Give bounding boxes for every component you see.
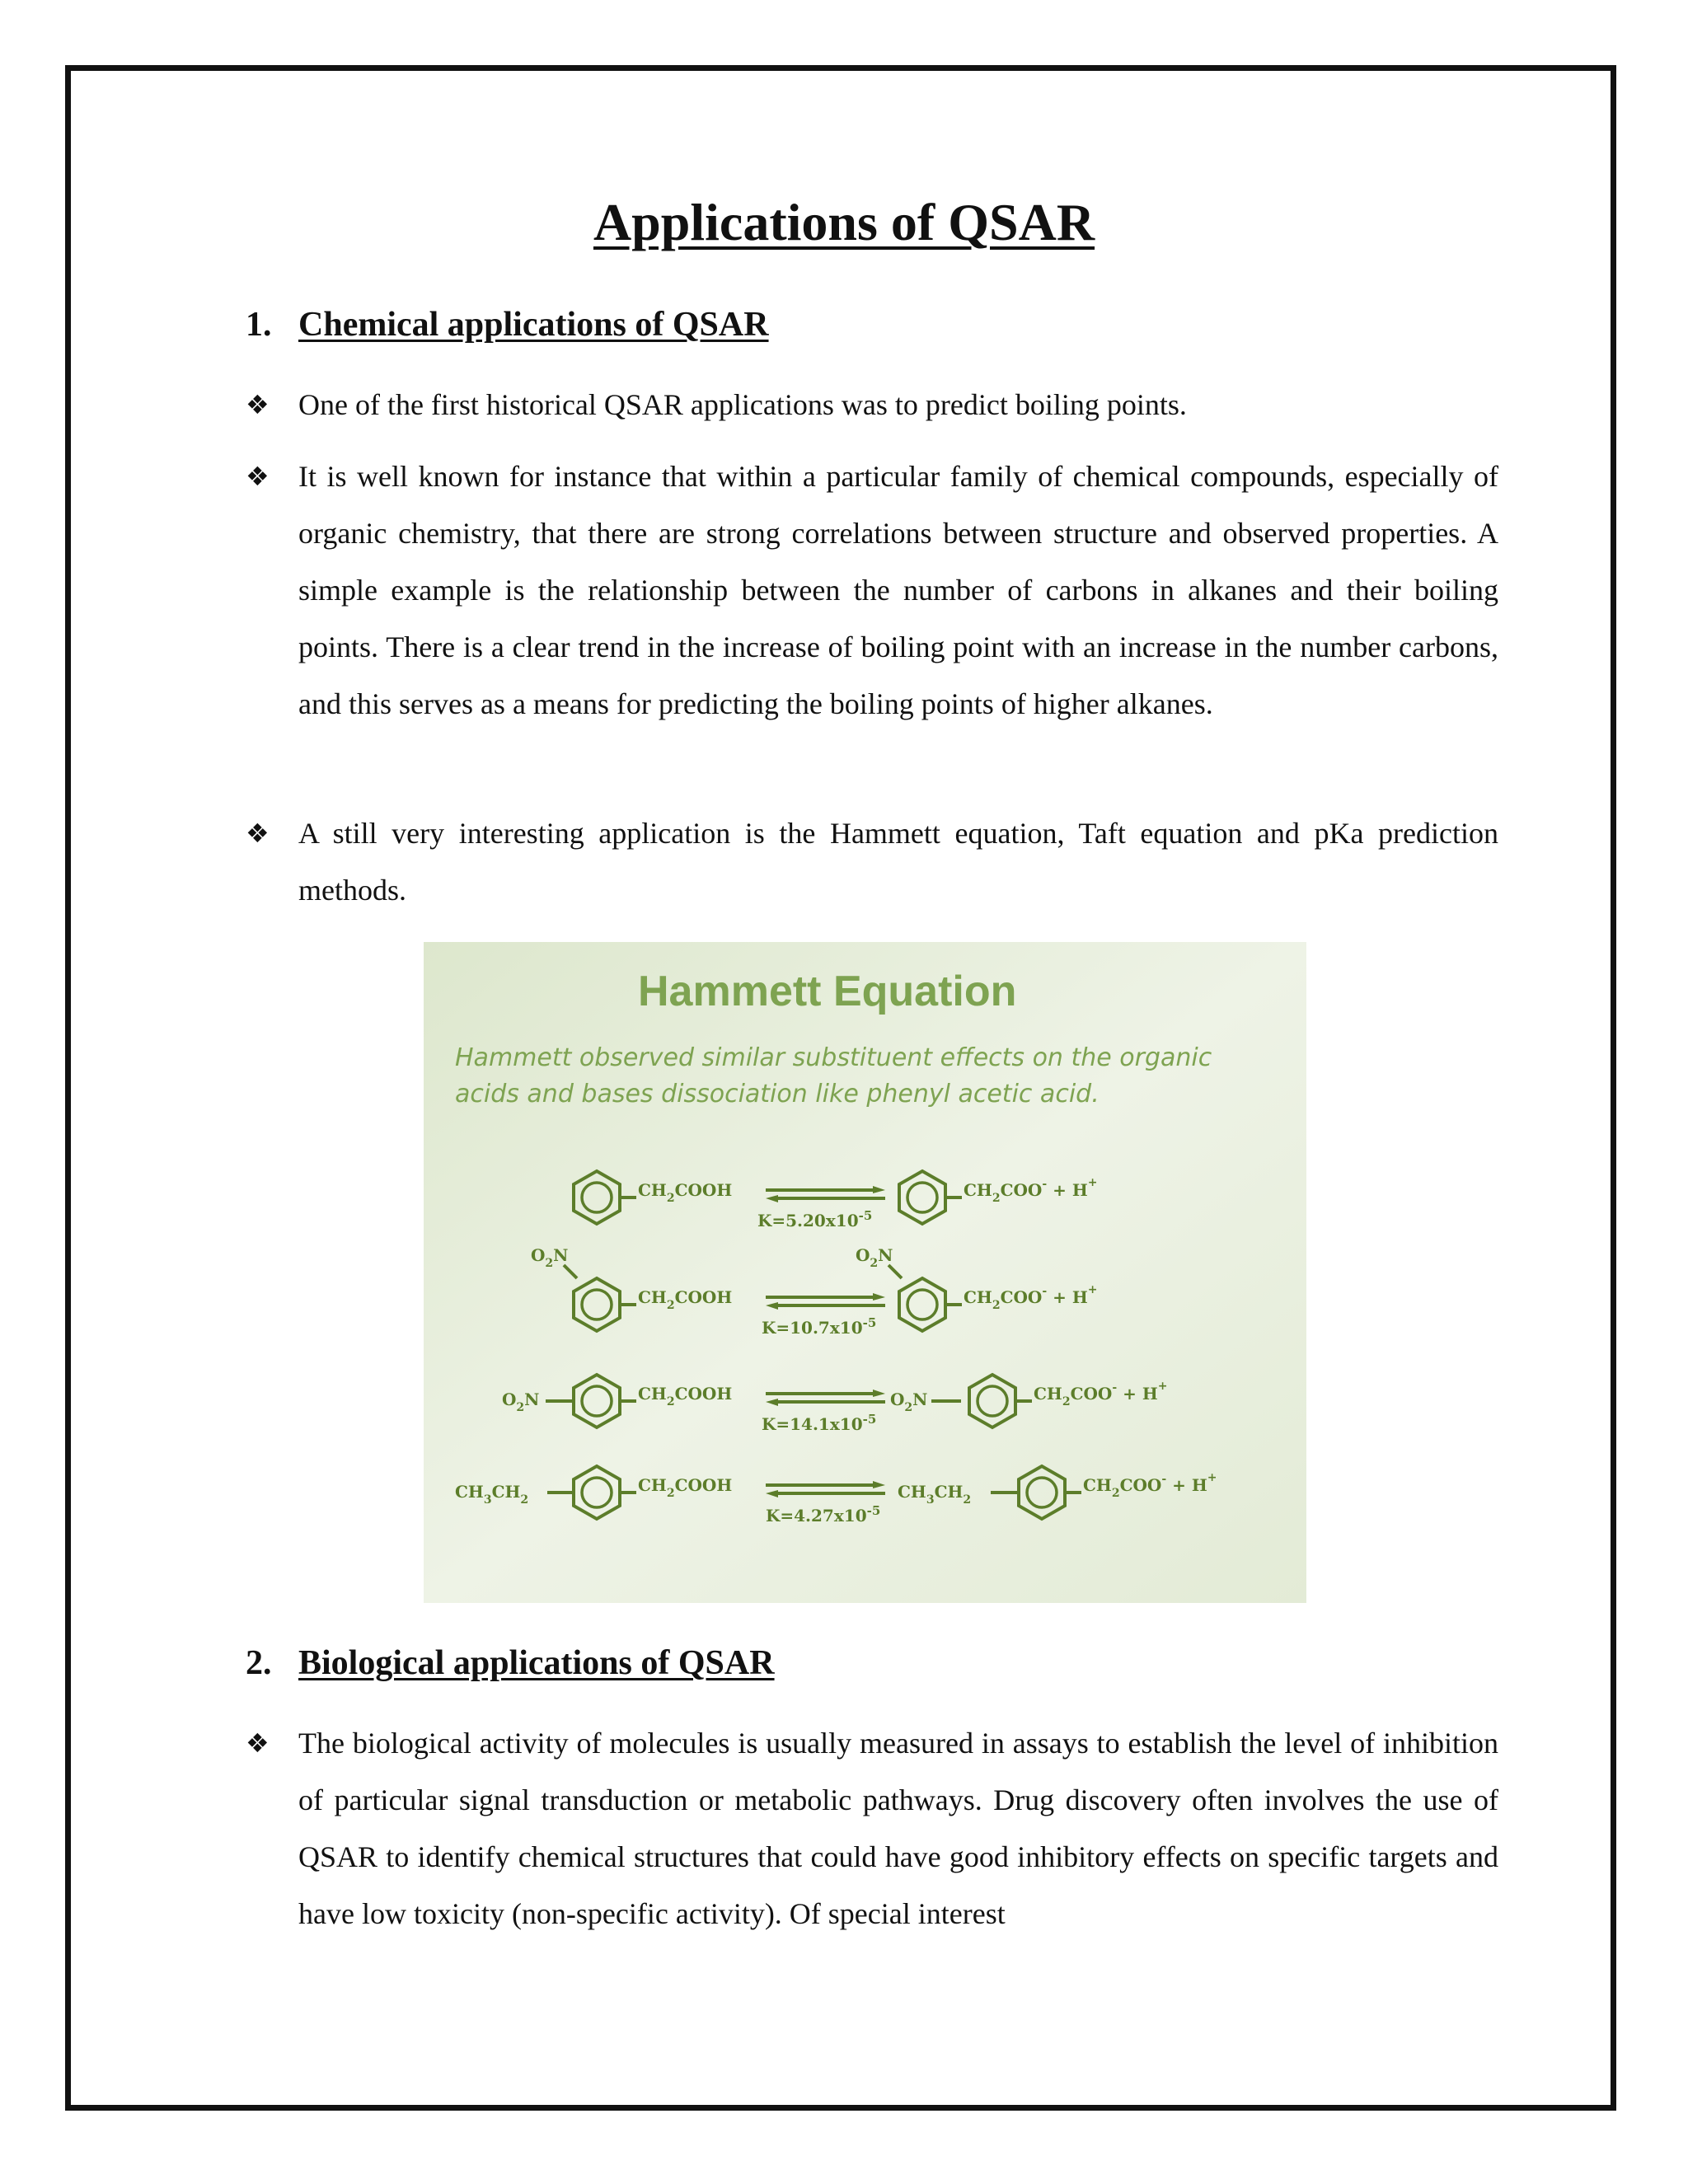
svg-text:CH2COOH: $CH_2COOH$ [638, 1384, 733, 1408]
equilibrium-constant: $K=14.1x10^{-5}$ [762, 1412, 877, 1434]
svg-text:CH2COO- + H+: $CH_2COO^- + H^+$ [1034, 1380, 1168, 1408]
bullet-icon: ❖ [246, 1727, 270, 1759]
svg-text:CH2COOH: $CH_2COOH$ [638, 1180, 733, 1205]
svg-text:O2N: $O_2N$ [890, 1390, 928, 1414]
bullet-icon: ❖ [246, 461, 270, 492]
section-number: 1. [246, 306, 272, 344]
svg-text:CH2COO- + H+: $CH_2COO^- + H^+$ [1083, 1471, 1217, 1500]
figure-caption-line1: Hammett observed similar substituent effects on the organic [455, 1043, 1212, 1072]
bullet-item [246, 377, 1498, 434]
figure-background [424, 942, 1306, 1603]
equilibrium-constant: $K=4.27x10^{-5}$ [766, 1503, 881, 1526]
figure-title: Hammett Equation [638, 968, 1017, 1015]
svg-text:CH3CH2: $CH_3CH_2$ [455, 1482, 529, 1507]
svg-text:CH3CH2: $CH_3CH_2$ [898, 1482, 972, 1507]
section-heading-chemical [246, 304, 769, 345]
svg-text:CH2COO- + H+: $CH_2COO^- + H^+$ [964, 1176, 1098, 1205]
page-title: Applications of QSAR [593, 193, 1095, 251]
bullet-icon: ❖ [246, 389, 270, 420]
equilibrium-constant: $K=10.7x10^{-5}$ [762, 1315, 877, 1338]
svg-text:O2N: $O_2N$ [502, 1390, 540, 1414]
svg-text:CH2COOH: $CH_2COOH$ [638, 1287, 733, 1312]
bullet-item [246, 448, 1498, 733]
section-title: Biological applications of QSAR [298, 1644, 775, 1682]
hammett-figure [424, 942, 1306, 1603]
bullet-item [246, 1715, 1498, 1943]
bullet-icon: ❖ [246, 818, 270, 849]
section-number: 2. [246, 1644, 272, 1682]
bullet-text: The biological activity of molecules is usually measured in assays to establish the level of inhibition of particular signal transduction or metabolic pathways. Drug discovery often involves the use of QSAR to identify chemical structures that could have good inhibitory effects on specific targets and have low toxicity (non-specific activity). Of special interest [298, 1727, 1498, 1930]
bullet-text: It is well known for instance that within a particular family of chemical compounds, especially of organic chemistry, that there are strong correlations between structure and observed properties. A simple example is the relationship between the number of carbons in alkanes and their boiling points. There is a clear trend in the increase of boiling point with an increase in the number carbons, and this serves as a means for predicting the boiling points of higher alkanes. [298, 460, 1498, 720]
bullet-text: One of the first historical QSAR applications was to predict boiling points. [298, 388, 1187, 421]
equilibrium-constant: $K=5.20x10^{-5}$ [757, 1208, 873, 1230]
section-title: Chemical applications of QSAR [298, 306, 769, 344]
svg-text:O2N: $O_2N$ [531, 1245, 569, 1270]
section-heading-biological [246, 1643, 775, 1684]
svg-text:O2N: $O_2N$ [856, 1245, 893, 1270]
figure-caption-line2: acids and bases dissociation like phenyl acetic acid. [455, 1080, 1100, 1108]
bullet-item [246, 805, 1498, 919]
svg-text:CH2COOH: $CH_2COOH$ [638, 1475, 733, 1500]
bullet-text: A still very interesting application is the Hammett equation, Taft equation and pKa prediction methods. [298, 817, 1498, 907]
svg-text:CH2COO- + H+: $CH_2COO^- + H^+$ [964, 1283, 1098, 1312]
